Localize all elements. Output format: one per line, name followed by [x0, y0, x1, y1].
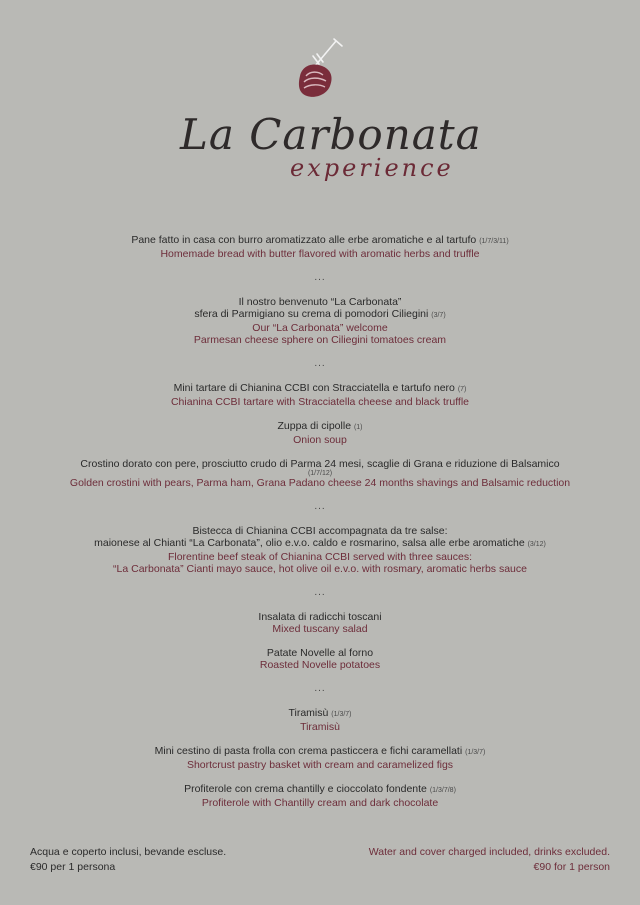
separator: ...	[314, 501, 326, 512]
menu-item-crostino	[0, 458, 640, 489]
dish-name: Il nostro benvenuto “La Carbonata”	[238, 296, 402, 308]
menu-item-bread	[0, 234, 640, 260]
menu-item-cestino	[0, 745, 640, 771]
dish-name: Pane fatto in casa con burro aromatizzato alle erbe aromatiche e al tartufo	[131, 234, 477, 246]
dish-translation: Tiramisù	[300, 721, 340, 733]
dish-translation: Florentine beef steak of Chianina CCBI served with three sauces:	[167, 551, 473, 563]
menu-item-steak	[0, 525, 640, 575]
dish-translation: Onion soup	[293, 434, 347, 446]
dish-translation: Our “La Carbonata” welcome	[252, 322, 388, 334]
footer-note: Acqua e coperto inclusi, bevande escluse.	[30, 846, 227, 858]
menu-item-tartare	[0, 382, 640, 408]
footer-price: €90 per 1 persona	[30, 861, 116, 873]
dish-name: Zuppa di cipolle	[277, 420, 352, 432]
dish-description: maionese al Chianti “La Carbonata”, olio e.v.o. caldo e rosmarino, salsa alle erbe aromatiche	[94, 537, 525, 549]
menu-item-salad	[0, 611, 640, 635]
allergens: (1)	[353, 424, 363, 431]
separator: ...	[314, 683, 326, 694]
allergens: (7)	[457, 386, 467, 393]
allergens: (3/12)	[527, 541, 546, 548]
allergens: (1/7/3/11)	[479, 238, 509, 245]
footer-price: €90 for 1 person	[533, 861, 610, 873]
menu-item-potatoes	[0, 647, 640, 671]
dish-translation: Golden crostini with pears, Parma ham, Grana Padano cheese 24 months shavings and Balsamic reduction	[69, 477, 571, 489]
dish-description: sfera di Parmigiano su crema di pomodori Ciliegini	[194, 308, 429, 320]
separator: ...	[314, 587, 326, 598]
dish-name: Insalata di radicchi toscani	[258, 611, 382, 623]
grilled-steak-fork-icon	[290, 36, 350, 102]
footer-italian	[30, 845, 226, 875]
allergens: (1/3/7/8)	[429, 787, 456, 794]
dish-name: Profiterole con crema chantilly e cioccolato fondente	[184, 783, 427, 795]
footer-note: Water and cover charged included, drinks excluded.	[368, 846, 610, 858]
allergens: (1/7/12)	[307, 470, 333, 477]
dish-name: Tiramisù	[288, 707, 329, 719]
menu	[0, 234, 640, 821]
menu-item-tiramisu	[0, 707, 640, 733]
menu-item-soup	[0, 420, 640, 446]
separator: ...	[314, 358, 326, 369]
allergens: (1/3/7)	[331, 711, 352, 718]
dish-translation: Chianina CCBI tartare with Stracciatella cheese and black truffle	[170, 396, 470, 408]
dish-translation: Shortcrust pastry basket with cream and caramelized figs	[186, 759, 454, 771]
dish-name: Mini cestino di pasta frolla con crema pasticcera e fichi caramellati	[154, 745, 463, 757]
dish-translation: Homemade bread with butter flavored with aromatic herbs and truffle	[160, 248, 480, 260]
brand-title: La Carbonata	[180, 110, 482, 159]
menu-item-profiterole	[0, 783, 640, 809]
footer-english	[369, 845, 610, 875]
dish-name: Crostino dorato con pere, prosciutto crudo di Parma 24 mesi, scaglie di Grana e riduzione di Balsamico	[80, 458, 560, 470]
brand-logo	[0, 110, 640, 190]
brand-subtitle: experience	[290, 154, 454, 182]
dish-translation-description: “La Carbonata” Cianti mayo sauce, hot olive oil e.v.o. with rosmary, aromatic herbs sauce	[113, 563, 527, 575]
allergens: (1/3/7)	[465, 749, 486, 756]
dish-translation: Profiterole with Chantilly cream and dark chocolate	[201, 797, 439, 809]
dish-translation: Mixed tuscany salad	[272, 623, 368, 635]
menu-item-welcome	[0, 296, 640, 346]
separator: ...	[314, 272, 326, 283]
dish-name: Mini tartare di Chianina CCBI con Stracciatella e tartufo nero	[173, 382, 455, 394]
dish-name: Patate Novelle al forno	[266, 647, 374, 659]
dish-translation-description: Parmesan cheese sphere on Ciliegini tomatoes cream	[193, 334, 447, 346]
allergens: (3/7)	[431, 312, 446, 319]
dish-translation: Roasted Novelle potatoes	[259, 659, 381, 671]
dish-name: Bistecca di Chianina CCBI accompagnata da tre salse:	[192, 525, 448, 537]
